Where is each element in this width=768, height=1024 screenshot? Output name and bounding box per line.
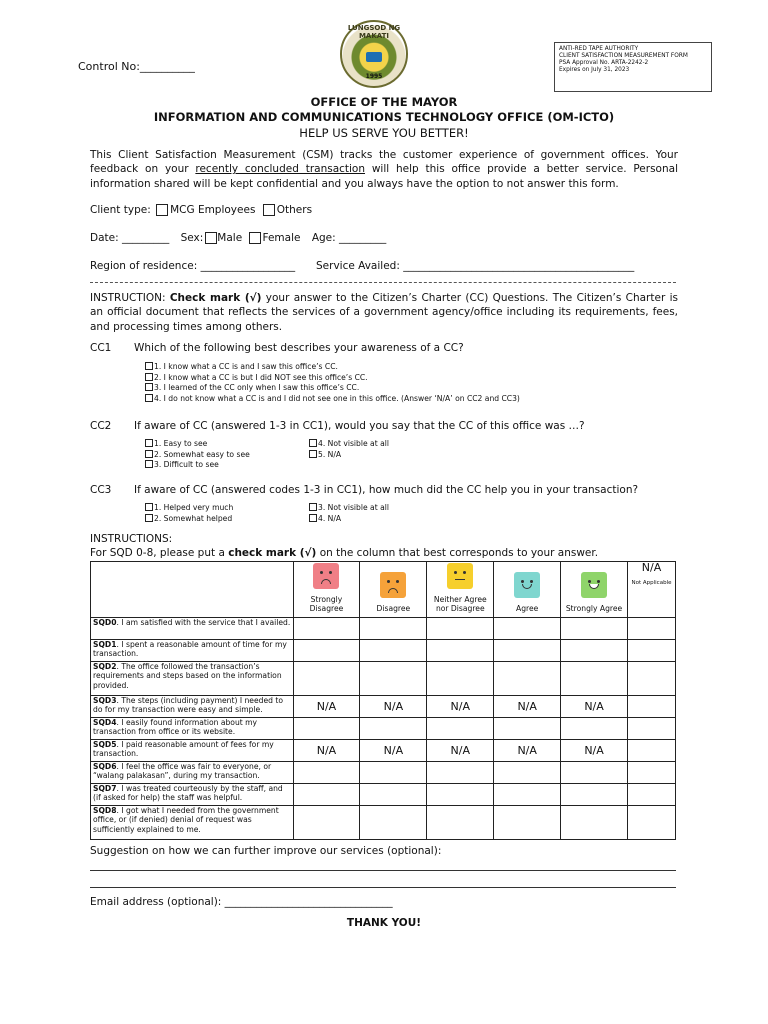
rating-cell[interactable]: N/A — [494, 739, 561, 761]
female-label: Female — [262, 232, 301, 244]
cc1-option[interactable] — [145, 383, 520, 394]
cc1-option[interactable] — [145, 394, 520, 405]
sqd-text: . I feel the office was fair to everyone, or “walang palakasan”, during my transaction. — [93, 761, 272, 781]
rating-cell[interactable]: N/A — [561, 739, 628, 761]
rating-cell[interactable] — [494, 717, 561, 739]
sqd-row — [91, 639, 676, 661]
option-label: 4. N/A — [318, 513, 342, 523]
rating-cell[interactable] — [293, 639, 360, 661]
rating-cell[interactable] — [494, 661, 561, 695]
sqd-code: SQD3 — [93, 695, 117, 705]
arta-line: ANTI-RED TAPE AUTHORITY — [559, 46, 639, 52]
department-title: INFORMATION AND COMMUNICATIONS TECHNOLOGY OFFICE (OM-ICTO) — [153, 110, 615, 124]
sqd-instructions — [90, 547, 598, 559]
grin-face-icon — [581, 572, 607, 598]
cc2-option[interactable] — [309, 439, 389, 450]
cc1-options — [145, 362, 520, 404]
cc2-options-left — [145, 439, 250, 471]
scale-label: Strongly Disagree — [309, 595, 344, 614]
rating-cell[interactable] — [494, 639, 561, 661]
thank-you: THANK YOU! — [346, 917, 422, 929]
option-label: 1. Helped very much — [154, 503, 234, 512]
sqd-row — [91, 695, 676, 717]
scale-label: Neither Agree nor Disagree — [433, 595, 487, 614]
sqd-text: . I got what I needed from the government office, or (if denied) denial of request was sufficiently explained to me. — [93, 805, 279, 834]
rating-cell[interactable]: N/A — [427, 695, 494, 717]
rating-cell[interactable] — [628, 617, 676, 639]
sqd-instructions-title: INSTRUCTIONS: — [90, 533, 173, 545]
cc2-option[interactable] — [145, 460, 250, 471]
header-blank — [91, 562, 294, 618]
rating-cell[interactable] — [628, 695, 676, 717]
sqd-text: . I paid reasonable amount of fees for my transaction. — [93, 739, 274, 759]
sqd-row — [91, 783, 676, 805]
scale-label: Agree — [516, 604, 539, 614]
rating-cell[interactable] — [494, 805, 561, 839]
cc2-question: If aware of CC (answered 1-3 in CC1), would you say that the CC of this office was …? — [134, 420, 585, 432]
rating-cell[interactable] — [628, 805, 676, 839]
cc3-option[interactable] — [309, 514, 389, 525]
instruction-text: your answer to the Citizen’s Charter (CC) Questions. The Citizen’s Charter is an official document that reflects the services of a government agency/office including its requirements, fees, and processing times among others. — [90, 292, 678, 333]
neutral-face-icon — [447, 563, 473, 589]
rating-cell[interactable] — [293, 717, 360, 739]
arta-line: PSA Approval No. ARTA-2242-2 — [559, 60, 649, 66]
rating-cell[interactable]: N/A — [293, 695, 360, 717]
cc3-label: CC3 — [90, 484, 112, 496]
others-checkbox[interactable] — [263, 204, 275, 216]
email-field[interactable]: Email address (optional): ________________________________ — [90, 896, 393, 908]
rating-cell[interactable] — [427, 661, 494, 695]
option-label: 2. I know what a CC is but I did NOT see this office’s CC. — [154, 372, 368, 382]
rating-cell[interactable] — [293, 661, 360, 695]
option-label: 4. Not visible at all — [318, 439, 389, 448]
option-label: 4. I do not know what a CC is and I did not see one in this office. (Answer ‘N/A’ on CC2 and CC3) — [154, 393, 520, 403]
sqd-code: SQD7 — [93, 783, 117, 793]
sqd-text: . The office followed the transaction’s requirements and steps based on the information provided. — [93, 661, 282, 690]
rating-cell[interactable] — [360, 617, 427, 639]
cc3-option[interactable] — [309, 503, 389, 514]
intro-text: This Client Satisfaction Measurement (CSM) tracks the customer experience of government offices. Your feedback on your — [90, 149, 678, 176]
cc1-option[interactable] — [145, 362, 520, 373]
sqd-row — [91, 761, 676, 783]
demographics-row — [90, 232, 386, 244]
sqd-row — [91, 739, 676, 761]
checkbox[interactable] — [145, 439, 153, 447]
sqd-statement — [91, 761, 294, 783]
rating-cell[interactable] — [360, 661, 427, 695]
smile-face-icon — [514, 572, 540, 598]
header-disagree — [360, 562, 427, 618]
rating-cell[interactable] — [628, 739, 676, 761]
rating-cell[interactable]: N/A — [360, 695, 427, 717]
header-agree — [494, 562, 561, 618]
rating-cell[interactable] — [561, 639, 628, 661]
option-label: 1. Easy to see — [154, 439, 208, 448]
angry-face-icon — [313, 563, 339, 589]
sqd-statement — [91, 695, 294, 717]
rating-cell[interactable] — [427, 805, 494, 839]
sqd-statement — [91, 783, 294, 805]
instruction-bold: Check mark (√) — [169, 292, 262, 304]
cc3-options-left — [145, 503, 233, 524]
checkbox[interactable] — [309, 503, 317, 511]
header-strongly-agree — [561, 562, 628, 618]
arta-line: CLIENT SATISFACTION MEASUREMENT FORM — [559, 53, 688, 59]
header-na — [628, 562, 676, 618]
sqd-statement — [91, 617, 294, 639]
sqd-statement — [91, 661, 294, 695]
rating-cell[interactable] — [293, 617, 360, 639]
rating-cell[interactable] — [561, 661, 628, 695]
rating-cell[interactable] — [628, 661, 676, 695]
age-field[interactable]: Age: _________ — [311, 232, 387, 244]
option-label: 3. Difficult to see — [154, 460, 219, 469]
sqd-statement — [91, 739, 294, 761]
option-label: 2. Somewhat easy to see — [154, 449, 250, 459]
sqd-text: . I was treated courteously by the staff, and (if asked for help) the staff was helpful. — [93, 783, 283, 803]
sqd-code: SQD4 — [93, 717, 117, 727]
sad-face-icon — [380, 572, 406, 598]
rating-cell[interactable] — [561, 717, 628, 739]
rating-cell[interactable] — [561, 805, 628, 839]
cc2-label: CC2 — [90, 420, 112, 432]
header-neither — [427, 562, 494, 618]
rating-cell[interactable] — [427, 783, 494, 805]
female-checkbox[interactable] — [249, 232, 261, 244]
checkbox[interactable] — [145, 394, 153, 402]
office-title: OFFICE OF THE MAYOR — [310, 95, 458, 109]
cc1-option[interactable] — [145, 373, 520, 384]
instruction-paragraph — [90, 291, 678, 334]
rating-cell[interactable] — [494, 617, 561, 639]
cc3-options-right — [309, 503, 389, 524]
option-label: 2. Somewhat helped — [154, 513, 233, 523]
checkbox[interactable] — [145, 503, 153, 511]
na-sub-label: Not Applicable — [631, 580, 672, 587]
rating-cell[interactable] — [427, 617, 494, 639]
control-number: Control No:__________ — [78, 60, 195, 73]
rating-cell[interactable] — [293, 783, 360, 805]
rating-cell[interactable]: N/A — [360, 739, 427, 761]
rating-cell[interactable] — [628, 783, 676, 805]
client-type-row — [90, 204, 312, 216]
seal-text: LUNGSOD NG MAKATI — [347, 24, 401, 40]
rating-cell[interactable] — [427, 639, 494, 661]
sqd-code: SQD0 — [93, 617, 117, 627]
header-strongly-disagree — [293, 562, 360, 618]
option-label: 5. N/A — [318, 449, 342, 459]
seal-year: 1995 — [365, 73, 383, 80]
rating-cell[interactable] — [293, 761, 360, 783]
mcg-employees-label: MCG Employees — [170, 204, 256, 216]
service-field[interactable]: Service Availed: ____________________________________________ — [316, 260, 635, 272]
sex-label: Sex: — [180, 232, 204, 244]
instruction-prefix: INSTRUCTION: — [90, 292, 170, 304]
cc3-question: If aware of CC (answered codes 1-3 in CC1), how much did the CC help you in your transaction? — [134, 484, 639, 496]
sqd-code: SQD1 — [93, 639, 117, 649]
client-type-label: Client type: — [90, 204, 151, 216]
sqd-text: . I am satisfied with the service that I availed. — [116, 617, 291, 627]
sqd-code: SQD2 — [93, 661, 117, 671]
rating-cell[interactable]: N/A — [561, 695, 628, 717]
sqd-table — [90, 561, 676, 840]
cc2-options-right — [309, 439, 389, 460]
sqd-row — [91, 805, 676, 839]
sqd-code: SQD6 — [93, 761, 117, 771]
rating-cell[interactable] — [494, 783, 561, 805]
intro-underlined: recently concluded transaction — [195, 163, 366, 176]
suggestion-line-1[interactable] — [90, 870, 676, 871]
rating-cell[interactable] — [360, 717, 427, 739]
city-seal-logo — [340, 20, 408, 88]
checkbox[interactable] — [309, 439, 317, 447]
checkbox[interactable] — [309, 514, 317, 522]
rating-cell[interactable] — [628, 717, 676, 739]
male-label: Male — [217, 232, 243, 244]
rating-cell[interactable] — [360, 761, 427, 783]
rating-cell[interactable]: N/A — [494, 695, 561, 717]
others-label: Others — [276, 204, 313, 216]
sqd-statement — [91, 717, 294, 739]
checkbox[interactable] — [145, 383, 153, 391]
rating-cell[interactable] — [360, 805, 427, 839]
suggestion-line-2[interactable] — [90, 887, 676, 888]
sqd-statement — [91, 805, 294, 839]
rating-cell[interactable] — [427, 717, 494, 739]
intro-paragraph — [90, 148, 678, 191]
rating-cell[interactable] — [561, 761, 628, 783]
cc1-question: Which of the following best describes your awareness of a CC? — [134, 342, 464, 354]
sqd-header-row — [91, 562, 676, 618]
sqd-instr-bold: check mark (√) — [228, 547, 317, 559]
na-label: N/A — [641, 561, 662, 574]
tagline: HELP US SERVE YOU BETTER! — [299, 126, 469, 140]
rating-cell[interactable] — [293, 805, 360, 839]
arta-info-box — [554, 42, 712, 92]
cc3-option[interactable] — [145, 503, 233, 514]
rating-cell[interactable] — [628, 639, 676, 661]
option-label: 1. I know what a CC is and I saw this office’s CC. — [154, 362, 338, 371]
sqd-text: . I easily found information about my transaction from office or its website. — [93, 717, 258, 737]
sqd-instr-prefix: For SQD 0-8, please put a — [90, 547, 229, 559]
checkbox[interactable] — [145, 373, 153, 381]
intro-text: will help this office provide a better service. Personal information shared will be kept confidential and you always have the option to not answer this form. — [90, 163, 678, 190]
rating-cell[interactable] — [628, 761, 676, 783]
cc2-option[interactable] — [145, 439, 250, 450]
option-label: 3. Not visible at all — [318, 503, 389, 512]
sqd-text: . I spent a reasonable amount of time for my transaction. — [93, 639, 287, 659]
sqd-row — [91, 617, 676, 639]
sqd-instr-text: on the column that best corresponds to your answer. — [316, 547, 599, 559]
sqd-text: . The steps (including payment) I needed to do for my transaction were easy and simple. — [93, 695, 283, 715]
rating-cell[interactable] — [561, 617, 628, 639]
sqd-row — [91, 661, 676, 695]
sqd-statement — [91, 639, 294, 661]
male-checkbox[interactable] — [205, 232, 217, 244]
scale-label: Strongly Agree — [565, 604, 623, 614]
cc2-option[interactable] — [145, 450, 250, 461]
rating-cell[interactable] — [494, 761, 561, 783]
rating-cell[interactable]: N/A — [293, 739, 360, 761]
rating-cell[interactable] — [561, 783, 628, 805]
rating-cell[interactable] — [427, 761, 494, 783]
cc3-option[interactable] — [145, 514, 233, 525]
sqd-row — [91, 717, 676, 739]
region-field[interactable]: Region of residence: __________________ — [90, 260, 296, 272]
section-divider — [90, 282, 676, 283]
rating-cell[interactable]: N/A — [427, 739, 494, 761]
sqd-code: SQD8 — [93, 805, 117, 815]
rating-cell[interactable] — [360, 639, 427, 661]
arta-line: Expires on July 31, 2023 — [559, 67, 630, 73]
checkbox[interactable] — [145, 514, 153, 522]
checkbox[interactable] — [145, 450, 153, 458]
checkbox[interactable] — [309, 450, 317, 458]
suggestion-label: Suggestion on how we can further improve our services (optional): — [90, 845, 442, 857]
checkbox[interactable] — [145, 362, 153, 370]
cc1-label: CC1 — [90, 342, 112, 354]
checkbox[interactable] — [145, 460, 153, 468]
scale-label: Disagree — [376, 604, 411, 614]
cc2-option[interactable] — [309, 450, 389, 461]
sqd-code: SQD5 — [93, 739, 117, 749]
rating-cell[interactable] — [360, 783, 427, 805]
mcg-employees-checkbox[interactable] — [156, 204, 168, 216]
date-field[interactable]: Date: _________ — [90, 232, 170, 244]
option-label: 3. I learned of the CC only when I saw this office’s CC. — [154, 383, 360, 392]
